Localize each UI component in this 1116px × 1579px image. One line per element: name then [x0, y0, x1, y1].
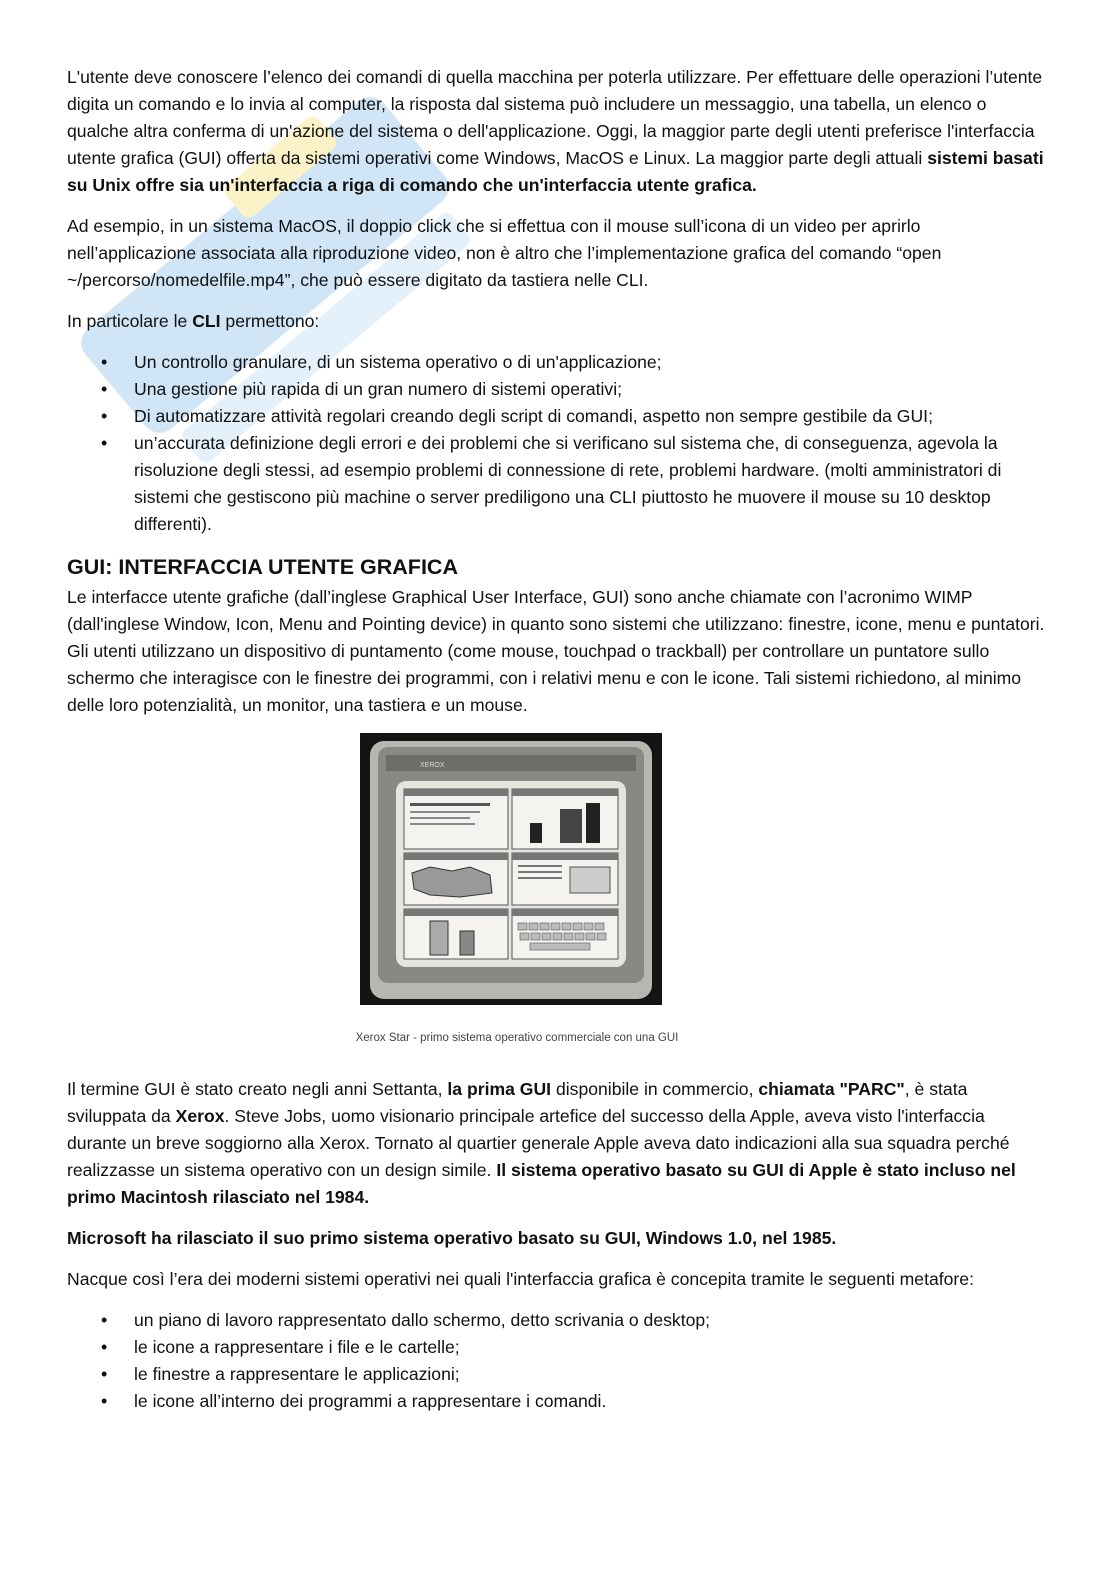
paragraph-gui-definition: Le interfacce utente grafiche (dall’inglese Graphical User Interface, GUI) sono anche chiamate con l’acronimo WIMP (dall'inglese Window, Icon, Menu and Pointing device) in quanto sono sistemi che utilizzano: finestre, icone, menu e puntatori. Gli utenti utilizzano un dispositivo di puntamento (come mouse, touchpad o trackball) per controllare un puntatore sullo schermo che interagisce con le finestre dei programmi, con i relativi menu e con le icone. Tali sistemi richiedono, al minimo delle loro potenzialità, un monitor, una tastiera e un mouse.	[67, 587, 1045, 715]
cli-benefits-list	[67, 349, 1047, 538]
list-item: • Di automatizzare attività regolari creando degli script di comandi, aspetto non sempre gestibile da GUI;	[134, 403, 1047, 430]
metaphors-list	[67, 1307, 1047, 1415]
xerox-monitor-illustration	[360, 733, 662, 1005]
monitor-label: XEROX	[420, 762, 445, 769]
bold-text: Microsoft ha rilasciato il suo primo sistema operativo basato su GUI, Windows 1.0, nel 1985.	[67, 1228, 837, 1248]
paragraph-cli-intro	[67, 64, 1047, 199]
bold-text: la prima GUI	[447, 1079, 552, 1099]
xerox-star-photo	[360, 733, 662, 1005]
bold-text: chiamata "PARC"	[758, 1079, 905, 1099]
bold-text: Xerox	[175, 1106, 225, 1126]
paragraph-microsoft	[67, 1225, 1047, 1252]
document-body	[67, 64, 1047, 1429]
xerox-star-figure	[67, 733, 1047, 1052]
paragraph-macos-example: Ad esempio, in un sistema MacOS, il doppio click che si effettua con il mouse sull’icona di un video per aprirlo nell’applicazione associata alla riproduzione video, non è altro che l’implementazione grafica del comando “open ~/percorso/nomedelfile.mp4”, che può essere digitato da tastiera nelle CLI.	[67, 216, 942, 290]
list-item: • un’accurata definizione degli errori e dei problemi che si verificano sul sistema che, di conseguenza, agevola la risoluzione degli stessi, ad esempio problemi di connessione di rete, problemi hardware. (molti amministratori di sistemi che gestiscono più machine o server prediligono una CLI piuttosto he muovere il mouse su 10 desktop differenti).	[134, 430, 1047, 538]
paragraph-text: disponibile in commercio,	[551, 1079, 759, 1099]
paragraph-metaphors-intro: Nacque così l’era dei moderni sistemi operativi nei quali l'interfaccia grafica è concepita tramite le seguenti metafore:	[67, 1269, 974, 1289]
paragraph-text: L'utente deve conoscere l’elenco dei comandi di quella macchina per poterla utilizzare. Per effettuare delle operazioni l’utente digita un comando e lo invia al computer, la risposta dal sistema può includere un messaggio, una tabella, un elenco o qualche altra conferma di un'azione del sistema o dell'applicazione. Oggi, la maggior parte degli utenti preferisce l'interfaccia utente grafica (GUI) offerta da sistemi operativi come Windows, MacOS e Linux. La maggior parte degli attuali	[67, 67, 1043, 168]
list-item: • le icone a rappresentare i file e le cartelle;	[134, 1334, 1047, 1361]
paragraph-text: , è stata sviluppata da	[67, 1079, 968, 1126]
bold-text: sistemi basati su Unix offre sia un'interfaccia a riga di comando che un'interfaccia utente grafica.	[67, 148, 1044, 195]
paragraph-gui-history	[67, 1076, 1047, 1211]
bold-text: CLI	[192, 311, 221, 331]
paragraph-text: Il termine GUI è stato creato negli anni Settanta,	[67, 1079, 448, 1099]
figure-caption: Xerox Star - primo sistema operativo commerciale con una GUI	[355, 1032, 679, 1044]
bold-text: Il sistema operativo basato su GUI di Apple è stato incluso nel primo Macintosh rilasciato nel 1984.	[67, 1160, 1016, 1207]
list-item: • un piano di lavoro rappresentato dallo schermo, detto scrivania o desktop;	[134, 1307, 1047, 1334]
paragraph-text: In particolare le	[67, 311, 193, 331]
section-heading-gui: GUI: INTERFACCIA UTENTE GRAFICA	[67, 555, 458, 579]
paragraph-text: . Steve Jobs, uomo visionario principale artefice del successo della Apple, aveva visto l'interfaccia durante un breve soggiorno alla Xerox. Tornato al quartier generale Apple aveva dato indicazioni alla sua squadra perché realizzasse un sistema operativo con un design simile.	[67, 1106, 1010, 1180]
list-item: • le icone all’interno dei programmi a rappresentare i comandi.	[134, 1388, 1047, 1415]
list-item: • Una gestione più rapida di un gran numero di sistemi operativi;	[134, 376, 1047, 403]
paragraph-cli-lead	[67, 308, 1047, 335]
list-item: • Un controllo granulare, di un sistema operativo o di un'applicazione;	[134, 349, 1047, 376]
paragraph-text: permettono:	[220, 311, 320, 331]
list-item: • le finestre a rappresentare le applicazioni;	[134, 1361, 1047, 1388]
